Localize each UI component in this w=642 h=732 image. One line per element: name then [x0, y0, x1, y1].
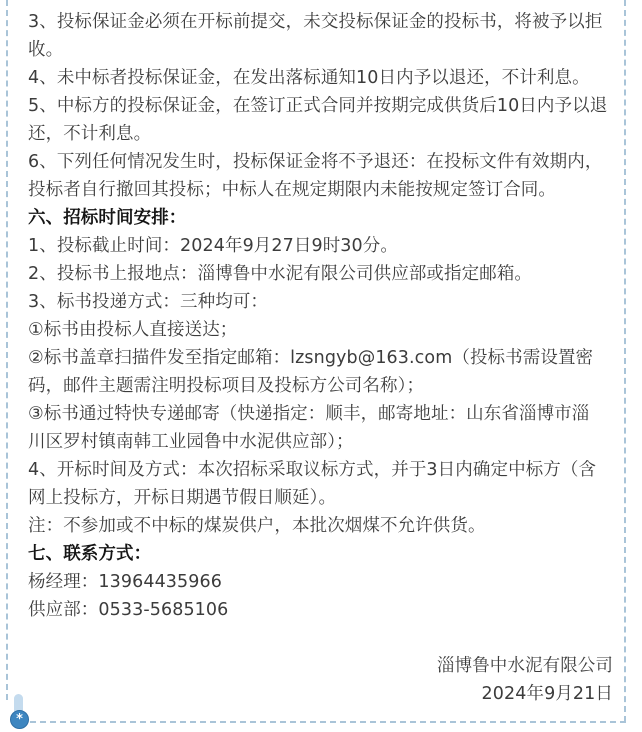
selection-border-left: [6, 0, 8, 700]
section-heading-schedule: 六、招标时间安排：: [28, 208, 187, 228]
contact-line-manager: 杨经理：13964435966: [28, 572, 222, 592]
selection-border-bottom: [30, 721, 626, 723]
delivery-option-line: ①标书由投标人直接送达；: [28, 320, 238, 340]
object-anchor-handle[interactable]: [10, 710, 29, 729]
note-line: 注：不参加或不中标的煤炭供户，本批次烟煤不允许供货。: [28, 516, 486, 536]
delivery-option-line: ②标书盖章扫描件发至指定邮箱：lzsngyb@163.com（投标书需设置密: [28, 348, 594, 368]
clause-line: 6、下列任何情况发生时，投标保证金将不予退还：在投标文件有效期内，: [28, 152, 603, 172]
section-heading-contacts: 七、联系方式：: [28, 544, 152, 564]
clause-line: 4、未中标者投标保证金，在发出落标通知10日内予以退还，不计利息。: [28, 68, 590, 88]
clause-line: 还，不计利息。: [28, 124, 152, 144]
signature-company: 淄博鲁中水泥有限公司: [437, 656, 613, 676]
contact-line-supply-dept: 供应部：0533-5685106: [28, 600, 229, 620]
clause-line: 3、标书投递方式：三种均可：: [28, 292, 269, 312]
clause-line: 1、投标截止时间：2024年9月27日9时30分。: [28, 236, 398, 256]
asterisk-icon: *: [16, 712, 23, 727]
clause-line: 网上投标方，开标日期遇节假日顺延）。: [28, 488, 337, 508]
clause-line: 投标者自行撤回其投标；中标人在规定期限内未能按规定签订合同。: [28, 180, 556, 200]
clause-line: 3、投标保证金必须在开标前提交，未交投标保证金的投标书，将被予以拒: [28, 12, 603, 32]
clause-line: 2、投标书上报地点：淄博鲁中水泥有限公司供应部或指定邮箱。: [28, 264, 533, 284]
clause-line: 4、开标时间及方式：本次招标采取议标方式，并于3日内确定中标方（含: [28, 460, 597, 480]
clause-line: 收。: [28, 40, 64, 60]
blank-line: [28, 624, 613, 652]
delivery-option-line: ③标书通过特快专递邮寄（快递指定：顺丰，邮寄地址：山东省淄博市淄: [28, 404, 590, 424]
delivery-option-line: 码，邮件主题需注明投标项目及投标方公司名称）；: [28, 376, 425, 396]
selection-border-right: [624, 0, 626, 722]
delivery-option-line: 川区罗村镇南韩工业园鲁中水泥供应部）；: [28, 432, 354, 452]
document-text-layer: [28, 8, 613, 708]
signature-date: 2024年9月21日: [481, 684, 613, 704]
clause-line: 5、中标方的投标保证金，在签订正式合同并按期完成供货后10日内予以退: [28, 96, 608, 116]
